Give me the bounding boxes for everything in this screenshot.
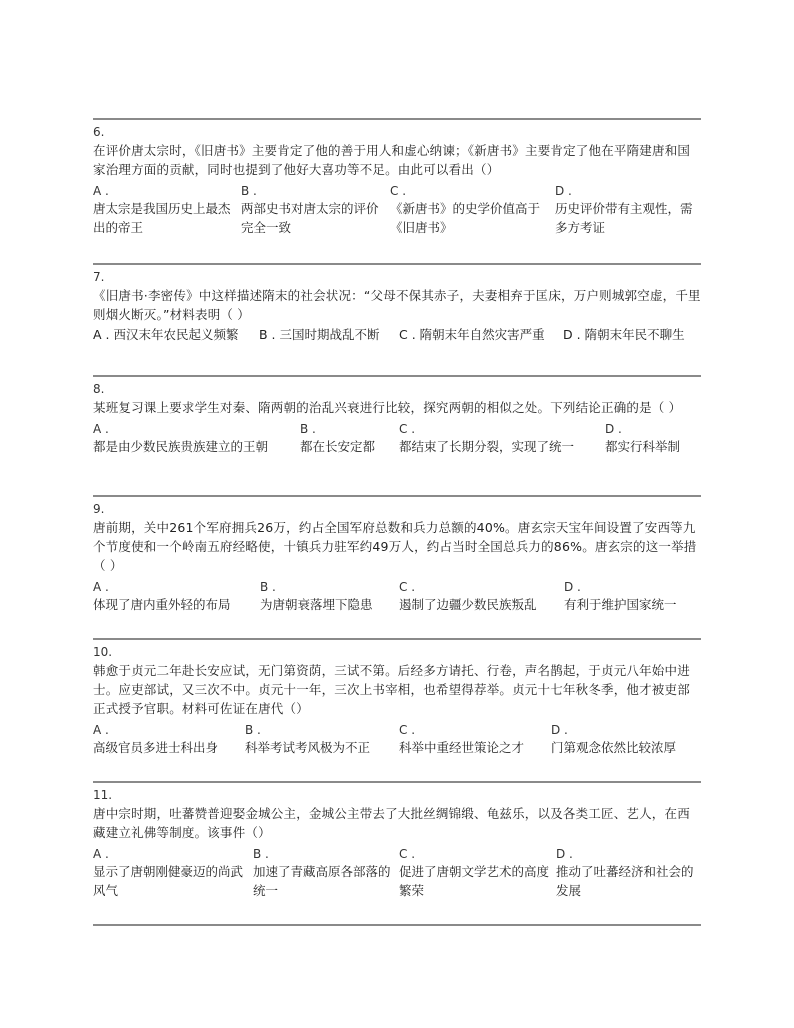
option-d[interactable] [564, 579, 701, 614]
option-d[interactable] [556, 846, 701, 900]
option-b[interactable] [245, 722, 397, 757]
option-letter: C . [399, 422, 416, 436]
option-c[interactable] [399, 421, 604, 456]
option-text: 两部史书对唐太宗的评价完全一致 [241, 201, 379, 235]
question-11 [93, 783, 701, 924]
option-d[interactable] [551, 722, 701, 757]
question-8 [93, 377, 701, 495]
option-letter: B . [300, 422, 316, 436]
question-number: 6. [93, 125, 105, 139]
option-letter: D . [563, 327, 581, 342]
option-text: 遏制了边疆少数民族叛乱 [399, 597, 537, 612]
option-letter: C . [399, 847, 416, 861]
option-text: 西汉末年农民起义频繁 [113, 327, 239, 342]
question-number: 7. [93, 270, 105, 284]
option-letter: C . [390, 184, 407, 198]
option-a[interactable] [93, 183, 235, 237]
option-a[interactable] [93, 325, 259, 344]
option-text: 隋朝末年民不聊生 [584, 327, 685, 342]
option-letter: D . [556, 847, 573, 861]
option-a[interactable] [93, 722, 245, 757]
option-text: 门第观念依然比较浓厚 [551, 740, 677, 755]
option-letter: C . [399, 580, 416, 594]
question-6 [93, 120, 701, 263]
option-letter: A . [93, 723, 109, 737]
option-letter: B . [241, 184, 257, 198]
option-letter: C . [399, 327, 416, 342]
question-number: 8. [93, 382, 105, 396]
option-text: 隋朝末年自然灾害严重 [419, 327, 545, 342]
question-number: 9. [93, 502, 105, 516]
options [93, 325, 701, 344]
option-c[interactable] [399, 846, 557, 900]
option-text: 体现了唐内重外轻的布局 [93, 597, 231, 612]
option-b[interactable] [260, 579, 398, 614]
option-letter: B . [253, 847, 269, 861]
option-a[interactable] [93, 846, 249, 900]
question-stem: 某班复习课上要求学生对秦、隋两朝的治乱兴衰进行比较，探究两朝的相似之处。下列结论正确的是（ ） [93, 400, 682, 415]
option-letter: A . [93, 422, 109, 436]
option-letter: A . [93, 847, 109, 861]
question-stem: 在评价唐太宗时，《旧唐书》主要肯定了他的善于用人和虚心纳谏；《新唐书》主要肯定了他在平隋建唐和国家治理方面的贡献，同时也提到了他好大喜功等不足。由此可以看出（） [93, 143, 691, 177]
question-sheet [93, 118, 701, 926]
option-letter: A . [93, 184, 109, 198]
option-a[interactable] [93, 579, 258, 614]
question-number: 11. [93, 788, 113, 802]
option-text: 三国时期战乱不断 [279, 327, 380, 342]
option-b[interactable] [300, 421, 396, 456]
question-10 [93, 640, 701, 781]
option-text: 推动了吐蕃经济和社会的发展 [556, 864, 694, 898]
option-c[interactable] [399, 722, 551, 757]
option-letter: A . [93, 580, 109, 594]
option-letter: D . [605, 422, 622, 436]
option-letter: D . [555, 184, 572, 198]
option-a[interactable] [93, 421, 298, 456]
question-7 [93, 265, 701, 375]
option-text: 都是由少数民族贵族建立的王朝 [93, 439, 269, 454]
option-letter: B . [259, 327, 276, 342]
option-text: 都实行科举制 [605, 439, 681, 454]
option-letter: A . [93, 327, 110, 342]
option-letter: C . [399, 723, 416, 737]
option-text: 显示了唐朝刚健豪迈的尚武风气 [93, 864, 244, 898]
option-text: 《新唐书》的史学价值高于《旧唐书》 [390, 201, 541, 235]
question-stem: 唐中宗时期，吐蕃赞普迎娶金城公主，金城公主带去了大批丝绸锦缎、龟兹乐，以及各类工匠、艺人，在西藏建立礼佛等制度。该事件（） [93, 806, 690, 840]
question-number: 10. [93, 645, 113, 659]
option-b[interactable] [259, 325, 399, 344]
option-d[interactable] [605, 421, 701, 456]
option-text: 科举中重经世策论之才 [399, 740, 525, 755]
option-letter: B . [260, 580, 276, 594]
divider [93, 924, 701, 926]
option-c[interactable] [399, 579, 564, 614]
option-text: 都在长安定都 [300, 439, 376, 454]
option-b[interactable] [241, 183, 381, 237]
option-c[interactable] [390, 183, 554, 237]
question-stem: 韩愈于贞元二年赴长安应试，无门第资荫，三试不第。后经多方请托、行卷，声名鹊起，于贞元八年始中进士。应吏部试，又三次不中。贞元十一年，三次上书宰相，也希望得荐举。贞元十七年秋冬季，他才被吏部正式授予官职。材料可佐证在唐代（） [93, 663, 690, 716]
option-text: 科举考试考风极为不正 [245, 740, 371, 755]
question-stem: 唐前期，关中261个军府拥兵26万，约占全国军府总数和兵力总额的40%。唐玄宗天宝年间设置了安西等九个节度使和一个岭南五府经略使，十镇兵力驻军约49万人，约占当时全国总兵力的86%。唐玄宗的这一举措（ ） [93, 520, 697, 573]
option-text: 有利于维护国家统一 [564, 597, 677, 612]
option-letter: D . [564, 580, 581, 594]
option-letter: D . [551, 723, 568, 737]
option-text: 历史评价带有主观性，需多方考证 [555, 201, 693, 235]
question-stem: 《旧唐书·李密传》中这样描述隋末的社会状况：“父母不保其赤子，夫妻相弃于匡床，万户则城郭空虚，千里则烟火断灭。”材料表明（ ） [93, 288, 701, 322]
question-9 [93, 497, 701, 638]
option-d[interactable] [555, 183, 701, 237]
option-text: 促进了唐朝文学艺术的高度繁荣 [399, 864, 550, 898]
option-text: 都结束了长期分裂，实现了统一 [399, 439, 575, 454]
option-text: 高级官员多进士科出身 [93, 740, 219, 755]
option-text: 加速了青藏高原各部落的统一 [253, 864, 391, 898]
option-letter: B . [245, 723, 261, 737]
option-c[interactable] [399, 325, 563, 344]
option-b[interactable] [253, 846, 395, 900]
option-d[interactable] [563, 325, 697, 344]
option-text: 唐太宗是我国历史上最杰出的帝王 [93, 201, 231, 235]
option-text: 为唐朝衰落埋下隐患 [260, 597, 373, 612]
